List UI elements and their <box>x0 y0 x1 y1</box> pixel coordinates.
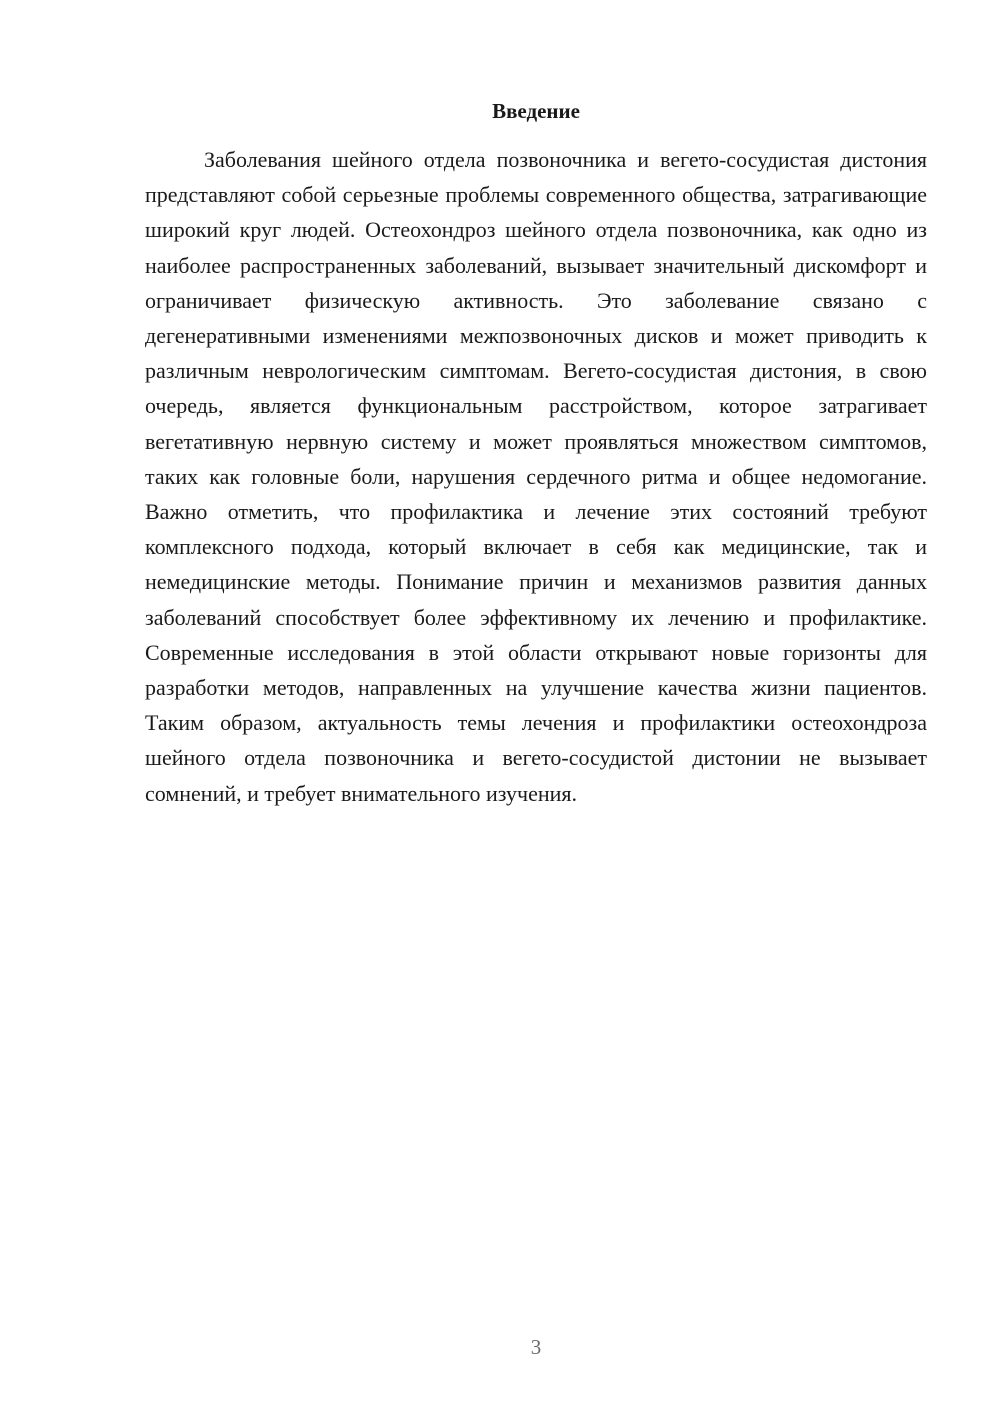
intro-paragraph: Заболевания шейного отдела позвоночника и вегето-сосудистая дистония представляют собой серьезные проблемы современного общества, затрагивающие широкий круг людей. Остеохондроз шейного отдела позвоночника, как одно из наиболее распространенных заболеваний, вызывает значительный дискомфорт и ограничивает физическую активность. Это заболевание связано с дегенеративными изменениями межпозвоночных дисков и может приводить к различным неврологическим симптомам. Вегето-сосудистая дистония, в свою очередь, является функциональным расстройством, которое затрагивает вегетативную нервную систему и может проявляться множеством симптомов, таких как головные боли, нарушения сердечного ритма и общее недомогание. Важно отметить, что профилактика и лечение этих состояний требуют комплексного подхода, который включает в себя как медицинские, так и немедицинские методы. Понимание причин и механизмов развития данных заболеваний способствует более эффективному их лечению и профилактике. Современные исследования в этой области открывают новые горизонты для разработки методов, направленных на улучшение качества жизни пациентов. Таким образом, актуальность темы лечения и профилактики остеохондроза шейного отдела позвоночника и вегето-сосудистой дистонии не вызывает сомнений, и требует внимательного изучения. <box>145 147 927 806</box>
page-number: 3 <box>530 1335 542 1359</box>
section-title: Введение <box>492 99 580 123</box>
